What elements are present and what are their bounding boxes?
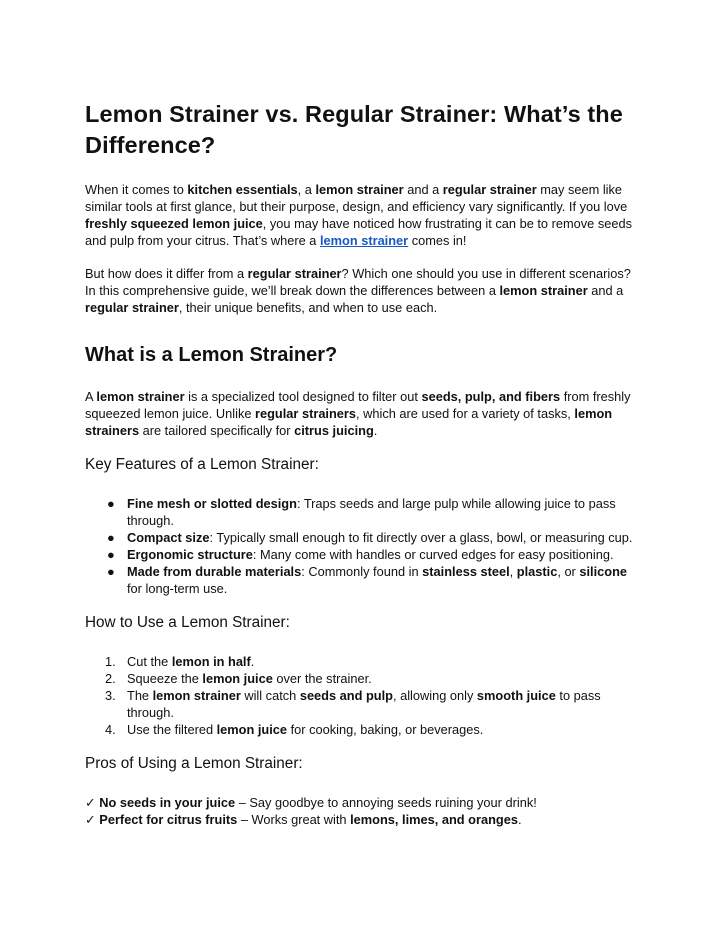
bold-text: lemon strainer — [315, 182, 404, 197]
subheading-pros: Pros of Using a Lemon Strainer: — [85, 755, 303, 772]
lemon-strainer-link[interactable]: lemon strainer — [319, 233, 409, 248]
bold-text: plastic — [516, 564, 558, 579]
text-run: : Many come with handles or curved edges for easy positioning. — [252, 547, 614, 562]
subheading-how-to-use: How to Use a Lemon Strainer: — [85, 614, 290, 631]
bold-text: citrus juicing — [294, 423, 374, 438]
features-list — [85, 495, 645, 597]
bold-text: seeds, pulp, and fibers — [421, 389, 561, 404]
step-number: 3. — [105, 688, 116, 703]
list-item — [85, 794, 645, 811]
text-run: over the strainer. — [272, 671, 372, 686]
bold-text: Compact size — [127, 530, 210, 545]
step-number: 2. — [105, 671, 116, 686]
bold-text: smooth juice — [476, 688, 556, 703]
text-run: , which are used for a variety of tasks, — [356, 406, 575, 421]
text-run: – Say goodbye to annoying seeds ruining your drink! — [235, 795, 537, 810]
bold-text: lemon strainer — [96, 389, 185, 404]
bold-text: lemon strainers — [85, 406, 613, 438]
text-run: will catch — [240, 688, 300, 703]
intro-paragraph-1 — [85, 181, 645, 249]
bold-text: kitchen essentials — [187, 182, 298, 197]
text-run: ? Which one should you use in different scenarios? In this comprehensive guide, we’ll break down the differences between a — [85, 266, 631, 298]
list-item — [105, 670, 645, 687]
steps-list — [85, 653, 645, 738]
bold-text: lemon juice — [216, 722, 288, 737]
list-item — [107, 495, 645, 529]
check-icon: ✓ — [85, 795, 96, 810]
page-title: Lemon Strainer vs. Regular Strainer: What’s the Difference? — [85, 101, 623, 158]
text-run: and a — [587, 283, 624, 298]
text-run: is a specialized tool designed to filter out — [184, 389, 422, 404]
bold-text: No seeds in your juice — [99, 795, 236, 810]
text-run: : Commonly found in — [301, 564, 423, 579]
bold-text: freshly squeezed lemon juice — [85, 216, 263, 231]
text-run: The — [127, 688, 153, 703]
bullet-icon: ● — [107, 547, 115, 562]
bullet-icon: ● — [107, 564, 115, 579]
text-run: . — [250, 654, 255, 669]
list-item — [105, 721, 645, 738]
bold-text: Made from durable materials — [127, 564, 302, 579]
text-run: for long-term use. — [127, 581, 228, 596]
text-run: , — [509, 564, 517, 579]
list-item — [107, 546, 645, 563]
intro-paragraph-2 — [85, 265, 645, 316]
step-number: 4. — [105, 722, 116, 737]
text-run: are tailored specifically for — [139, 423, 295, 438]
pros-list — [85, 794, 645, 828]
bold-text: seeds and pulp — [299, 688, 393, 703]
text-run: Cut the — [127, 654, 172, 669]
bold-text: regular strainer — [85, 300, 179, 315]
bold-text: regular strainer — [442, 182, 537, 197]
text-run: When it comes to — [85, 182, 188, 197]
bold-text: regular strainers — [255, 406, 357, 421]
text-run: : Typically small enough to fit directly over a glass, bowl, or measuring cup. — [209, 530, 633, 545]
text-run: , you may have noticed how frustrating it can be to remove seeds and pulp from your citrus. That’s where a — [85, 216, 632, 248]
document-body — [85, 99, 645, 828]
section-heading-what-is: What is a Lemon Strainer? — [85, 344, 338, 366]
bold-text: lemons, limes, and oranges — [350, 812, 518, 827]
text-run: A — [85, 389, 97, 404]
subheading-key-features: Key Features of a Lemon Strainer: — [85, 456, 319, 473]
text-run: But how does it differ from a — [85, 266, 248, 281]
list-item — [107, 529, 645, 546]
text-run: for cooking, baking, or beverages. — [287, 722, 484, 737]
text-run: , their unique benefits, and when to use each. — [178, 300, 438, 315]
text-run: and a — [403, 182, 443, 197]
text-run: from freshly squeezed lemon juice. Unlike — [85, 389, 631, 421]
text-run: may seem like similar tools at first glance, but their purpose, design, and efficiency vary significantly. If you love — [85, 182, 628, 214]
step-number: 1. — [105, 654, 116, 669]
list-item — [105, 687, 645, 721]
bold-text: lemon strainer — [152, 688, 241, 703]
check-icon: ✓ — [85, 812, 96, 827]
bullet-icon: ● — [107, 496, 115, 511]
text-run: , or — [557, 564, 580, 579]
bold-text: stainless steel — [422, 564, 510, 579]
text-run: . — [517, 812, 522, 827]
text-run: Squeeze the — [127, 671, 203, 686]
list-item — [105, 653, 645, 670]
bold-text: lemon in half — [171, 654, 251, 669]
bold-text: Fine mesh or slotted design — [127, 496, 297, 511]
text-run: Use the filtered — [127, 722, 217, 737]
text-run: , a — [297, 182, 316, 197]
text-run: : Traps seeds and large pulp while allowing juice to pass through. — [127, 496, 616, 528]
list-item — [85, 811, 645, 828]
text-run: . — [373, 423, 378, 438]
text-run: to pass through. — [127, 688, 601, 720]
bold-text: regular strainer — [247, 266, 342, 281]
section-paragraph — [85, 388, 645, 439]
bold-text: lemon strainer — [499, 283, 588, 298]
text-run: – Works great with — [237, 812, 351, 827]
bold-text: lemon juice — [202, 671, 273, 686]
text-run: comes in! — [408, 233, 467, 248]
text-run: , allowing only — [392, 688, 477, 703]
bold-text: silicone — [579, 564, 628, 579]
bullet-icon: ● — [107, 530, 115, 545]
list-item — [107, 563, 645, 597]
bold-text: Perfect for citrus fruits — [99, 812, 238, 827]
bold-text: Ergonomic structure — [127, 547, 253, 562]
